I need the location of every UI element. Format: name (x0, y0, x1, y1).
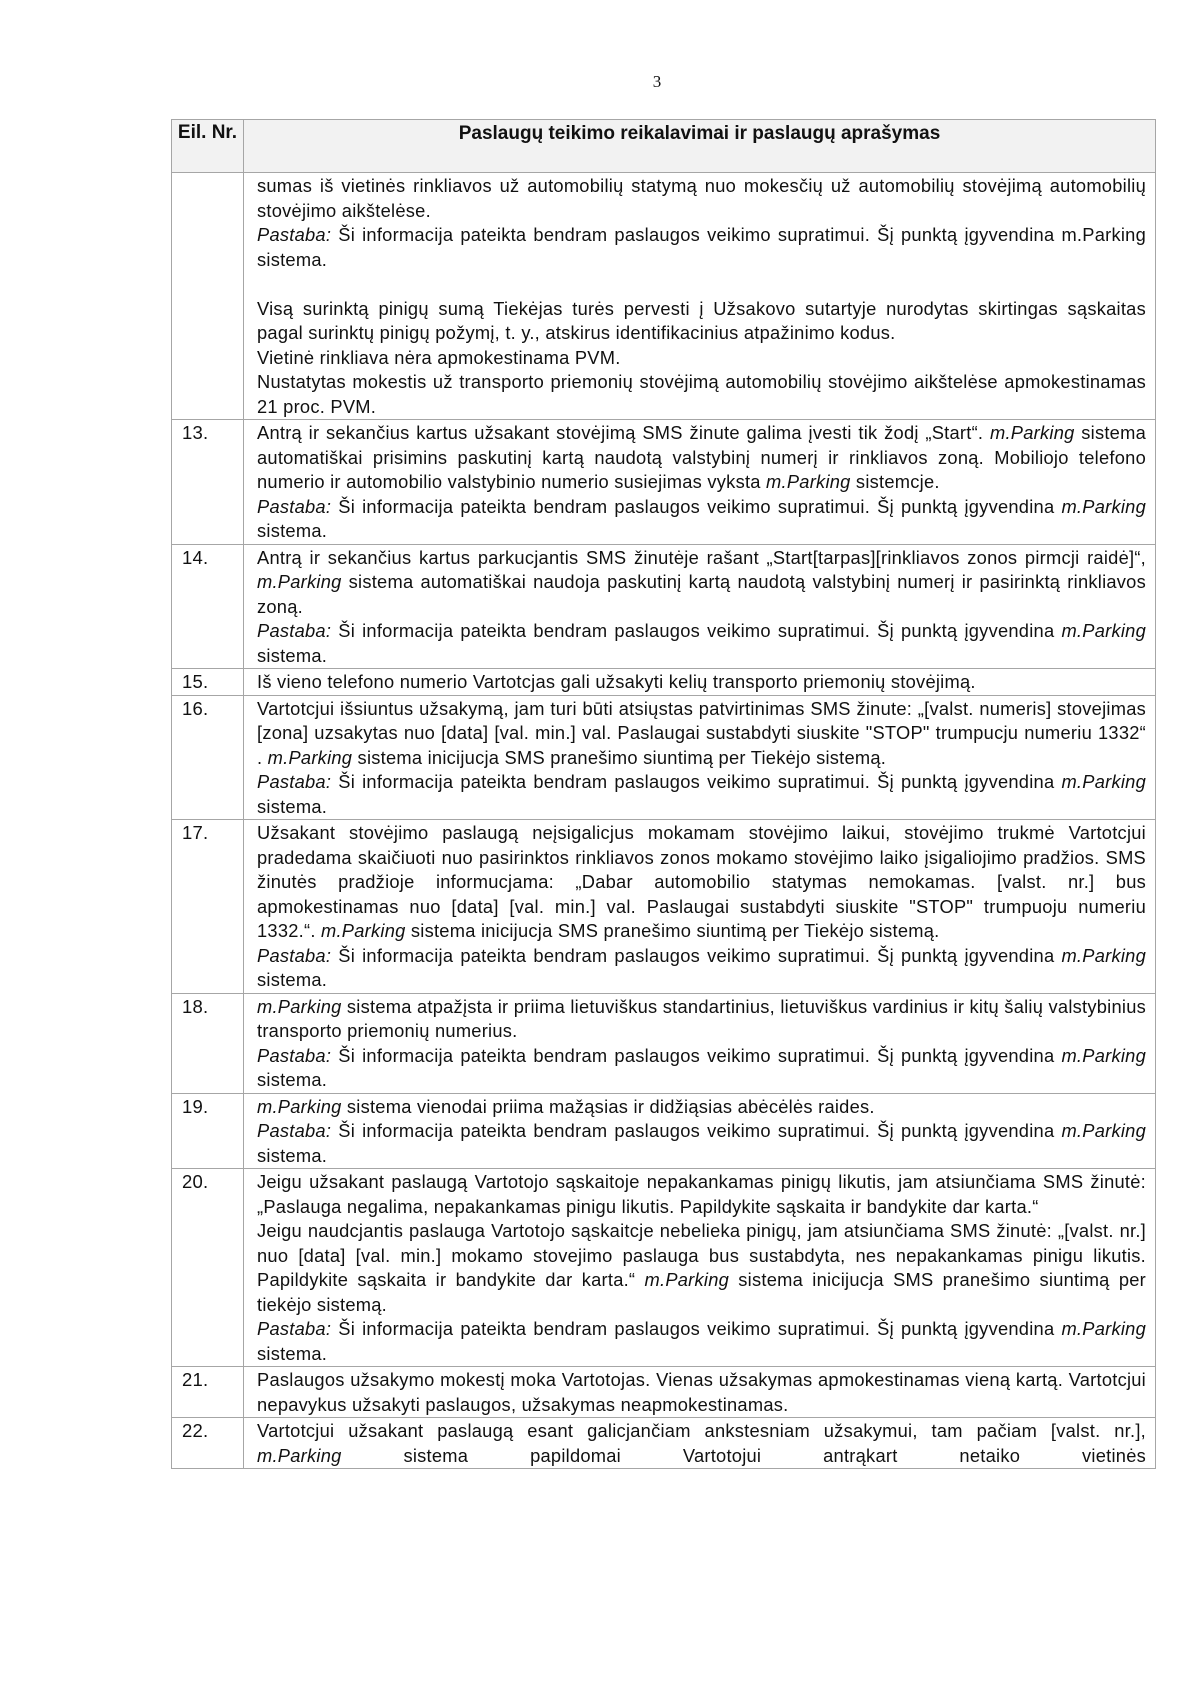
italic-segment: m.Parking (257, 1444, 342, 1466)
text-segment: Ši informacija pateikta bendram paslaugos veikimo supratimui. Šį punktą įgyvendina (331, 1120, 1062, 1141)
paragraph (257, 546, 1146, 620)
requirements-table (171, 119, 1156, 1469)
row-number: 14. (172, 544, 244, 669)
paragraph (257, 1170, 1146, 1219)
italic-segment: m.Parking (1061, 944, 1146, 966)
italic-segment: m.Parking (989, 422, 1075, 443)
italic-segment: m.Parking (257, 995, 342, 1017)
text-segment: Užsakant stovėjimo paslaugą neįsigalicjus mokamam stovėjimo laikui, stovėjimo trukmė Vartotcjui pradedama skaičiuoti nuo pasirinktos rinkliavos zonos mokamo stovėjimo laiko įsigaliojimo pradžios. SMS žinutės pradžioje informucjama: „Dabar automobilio statymas nemokamas. [valst. nr.] bus apmokestinamas nuo [data] [val. min.] val. Paslaugai sustabdyti siuskite "STOP" trumpuoju numeriu 1332.“. (257, 822, 1146, 941)
table-body (172, 173, 1156, 1469)
italic-segment: Pastaba: (257, 495, 332, 517)
italic-segment: m.Parking (1061, 1120, 1146, 1141)
paragraph (257, 770, 1146, 819)
italic-segment: m.Parking (267, 746, 353, 768)
table-row (172, 1367, 1156, 1418)
text-segment: sistema vienodai priima mažąsias ir didžiąsias abėcėlės raides. (341, 1095, 875, 1117)
text-segment: sistema automatiškai prisimins paskutinį kartą naudotą valstybinį numerį ir rinkliavos zoną. Mobiliojo telefono numerio ir automobilio valstybinio numerio susiejimas vyksta (257, 422, 1146, 492)
text-segment: sistema. (257, 1342, 328, 1364)
text-segment: sistema. (257, 1069, 328, 1090)
row-description (244, 1418, 1156, 1469)
table-header-row (172, 120, 1156, 173)
table-row (172, 420, 1156, 545)
text-segment: sistema. (257, 969, 328, 990)
row-number: 17. (172, 820, 244, 994)
text-segment: sistema. (257, 1144, 328, 1166)
row-description (244, 820, 1156, 994)
paragraph (257, 1044, 1146, 1093)
text-segment: Ši informacija pateikta bendram paslaugos veikimo supratimui. Šį punktą įgyvendina (331, 771, 1062, 792)
text-segment: sumas iš vietinės rinkliavos už automobilių statymą nuo mokesčių už automobilių stovėjimą automobilių stovėjimo aikštelėse. (257, 175, 1146, 221)
text-segment: Nustatytas mokestis už transporto priemonių stovėjimą automobilių stovėjimo aikštelėse apmokestinamas 21 proc. PVM. (257, 371, 1146, 417)
text-segment: Antrą ir sekančius kartus užsakant stovėjimą SMS žinute galima įvesti tik žodį „Start“. (257, 422, 990, 443)
paragraph (257, 670, 1146, 695)
italic-segment: m.Parking (257, 1095, 342, 1117)
text-segment: Ši informacija pateikta bendram paslaugos veikimo supratimui. Šį punktą įgyvendina (331, 620, 1062, 641)
page-number: 3 (652, 72, 662, 91)
text-segment: Antrą ir sekančius kartus parkucjantis SMS žinutėje rašant „Start[tarpas][rinkliavos zonos pirmcji raidė]“, (257, 546, 1146, 568)
table-row (172, 1418, 1156, 1469)
text-segment: Iš vieno telefono numerio Vartotcjas gali užsakyti kelių transporto priemonių stovėjimą. (257, 671, 976, 692)
italic-segment: Pastaba: (257, 944, 332, 966)
text-segment: Paslaugos užsakymo mokestį moka Vartotojas. Vienas užsakymas apmokestinamas vieną kartą. Vartotcjui nepavykus užsakyti paslaugos, užsakymas neapmokestinamas. (257, 1369, 1146, 1415)
italic-segment: m.Parking (321, 920, 406, 941)
text-segment: sistema automatiškai naudoja paskutinį kartą naudotą valstybinį numerį ir pasirinktą rinkliavos zoną. (257, 571, 1146, 617)
italic-segment: m.Parking (1061, 495, 1146, 517)
row-description (244, 695, 1156, 820)
table-row (172, 173, 1156, 420)
row-number: 19. (172, 1093, 244, 1169)
text-segment: Vartotcjui išsiuntus užsakymą, jam turi būti atsiųstas patvirtinimas SMS žinute: „[valst. numeris] stovejimas [zona] uzsakytas nuo [data] [val. min.] val. Paslaugai sustabdyti siuskite "STOP" trumpucju numeriu 1332“ . (257, 697, 1146, 768)
row-number (172, 173, 244, 420)
paragraph (257, 1095, 1146, 1120)
text-segment: sistema papildomai Vartotojui antrąkart netaiko vietinės (341, 1444, 1146, 1466)
paragraph (257, 272, 1146, 297)
italic-segment: m.Parking (257, 571, 342, 592)
paragraph (257, 370, 1146, 419)
italic-segment: Pastaba: (257, 1120, 332, 1141)
text-segment: sistema inicijucja SMS pranešimo siuntimą per tiekėjo sistemą. (257, 1269, 1146, 1315)
row-description (244, 544, 1156, 669)
paragraph (257, 619, 1146, 668)
text-segment: Jeigu užsakant paslaugą Vartotojo sąskaitoje nepakankamas pinigų likutis, jam atsiunčiama SMS žinutė: „Paslauga negalima, nepakankamas pinigu likutis. Papildykite sąskaita ir bandykite dar karta.“ (257, 1171, 1146, 1217)
paragraph (257, 1317, 1146, 1366)
text-segment: sistema inicijucja SMS pranešimo siuntimą per Tiekėjo sistemą. (352, 746, 887, 768)
text-segment: Vartotcjui užsakant paslaugą esant galicjančiam ankstesniam užsakymui, tam pačiam [valst. nr.], (257, 1420, 1146, 1441)
row-number: 16. (172, 695, 244, 820)
paragraph (257, 495, 1146, 544)
italic-segment: Pastaba: (257, 620, 332, 641)
text-segment: Vietinė rinkliava nėra apmokestinama PVM. (257, 346, 621, 368)
row-number: 22. (172, 1418, 244, 1469)
text-segment: Ši informacija pateikta bendram paslaugos veikimo supratimui. Šį punktą įgyvendina (331, 944, 1062, 966)
paragraph (257, 174, 1146, 223)
text-segment: Ši informacija pateikta bendram paslaugos veikimo supratimui. Šį punktą įgyvendina m.Parking sistema. (257, 224, 1146, 270)
row-description (244, 420, 1156, 545)
text-segment: sistema. (257, 644, 328, 666)
paragraph (257, 697, 1146, 771)
paragraph (257, 821, 1146, 944)
text-segment: sistema. (257, 795, 328, 817)
row-description (244, 669, 1156, 696)
row-description (244, 173, 1156, 420)
header-item-number: Eil. Nr. (172, 120, 244, 173)
table-row (172, 669, 1156, 696)
italic-segment: Pastaba: (257, 771, 332, 792)
italic-segment: m.Parking (1061, 1044, 1146, 1066)
italic-segment: m.Parking (644, 1269, 730, 1290)
table-row (172, 993, 1156, 1093)
row-number: 18. (172, 993, 244, 1093)
text-segment: Ši informacija pateikta bendram paslaugos veikimo supratimui. Šį punktą įgyvendina (331, 1044, 1062, 1066)
italic-segment: Pastaba: (257, 224, 332, 245)
row-number: 21. (172, 1367, 244, 1418)
table-row (172, 544, 1156, 669)
table-row (172, 820, 1156, 994)
row-number: 15. (172, 669, 244, 696)
text-segment: Ši informacija pateikta bendram paslaugos veikimo supratimui. Šį punktą įgyvendina (331, 495, 1062, 517)
italic-segment: Pastaba: (257, 1318, 332, 1339)
italic-segment: m.Parking (766, 471, 851, 492)
table-row (172, 1093, 1156, 1169)
paragraph (257, 223, 1146, 272)
text-segment: sistemcje. (850, 471, 940, 492)
italic-segment: m.Parking (1061, 1318, 1146, 1339)
paragraph (257, 1119, 1146, 1168)
paragraph (257, 421, 1146, 495)
header-description: Paslaugų teikimo reikalavimai ir paslaugų aprašymas (244, 120, 1156, 173)
text-segment: sistema atpažįsta ir priima lietuviškus standartinius, lietuviškus vardinius ir kitų šalių valstybinius transporto priemonių numerius. (257, 995, 1146, 1041)
row-number: 20. (172, 1169, 244, 1367)
text-segment: Jeigu naudcjantis paslauga Vartotojo sąskaitcje nebelieka pinigų, jam atsiunčiama SMS žinutė: „[valst. nr.] nuo [data] [val. min.] mokamo stovejimo paslauga bus sustabdyta, nes nepakankamas pinigu likutis. Papildykite sąskaita ir bandykite dar karta.“ (257, 1220, 1146, 1290)
paragraph (257, 1368, 1146, 1417)
italic-segment: Pastaba: (257, 1044, 332, 1066)
row-description (244, 993, 1156, 1093)
text-segment: Visą surinktą pinigų sumą Tiekėjas turės pervesti į Užsakovo sutartyje nurodytas skirtingas sąskaitas pagal surinktų pinigų požymį, t. y., atskirus identifikacinius atpažinimo kodus. (257, 297, 1146, 343)
paragraph (257, 1219, 1146, 1317)
text-segment: Ši informacija pateikta bendram paslaugos veikimo supratimui. Šį punktą įgyvendina (331, 1318, 1062, 1339)
table-row (172, 1169, 1156, 1367)
text-segment: sistema inicijucja SMS pranešimo siuntimą per Tiekėjo sistemą. (405, 920, 940, 941)
paragraph (257, 297, 1146, 346)
text-segment: sistema. (257, 520, 328, 541)
row-number: 13. (172, 420, 244, 545)
paragraph (257, 944, 1146, 993)
row-description (244, 1093, 1156, 1169)
table-row (172, 695, 1156, 820)
row-description (244, 1169, 1156, 1367)
paragraph (257, 1419, 1146, 1468)
italic-segment: m.Parking (1061, 620, 1146, 641)
italic-segment: m.Parking (1061, 771, 1146, 792)
paragraph (257, 995, 1146, 1044)
paragraph (257, 346, 1146, 371)
row-description (244, 1367, 1156, 1418)
